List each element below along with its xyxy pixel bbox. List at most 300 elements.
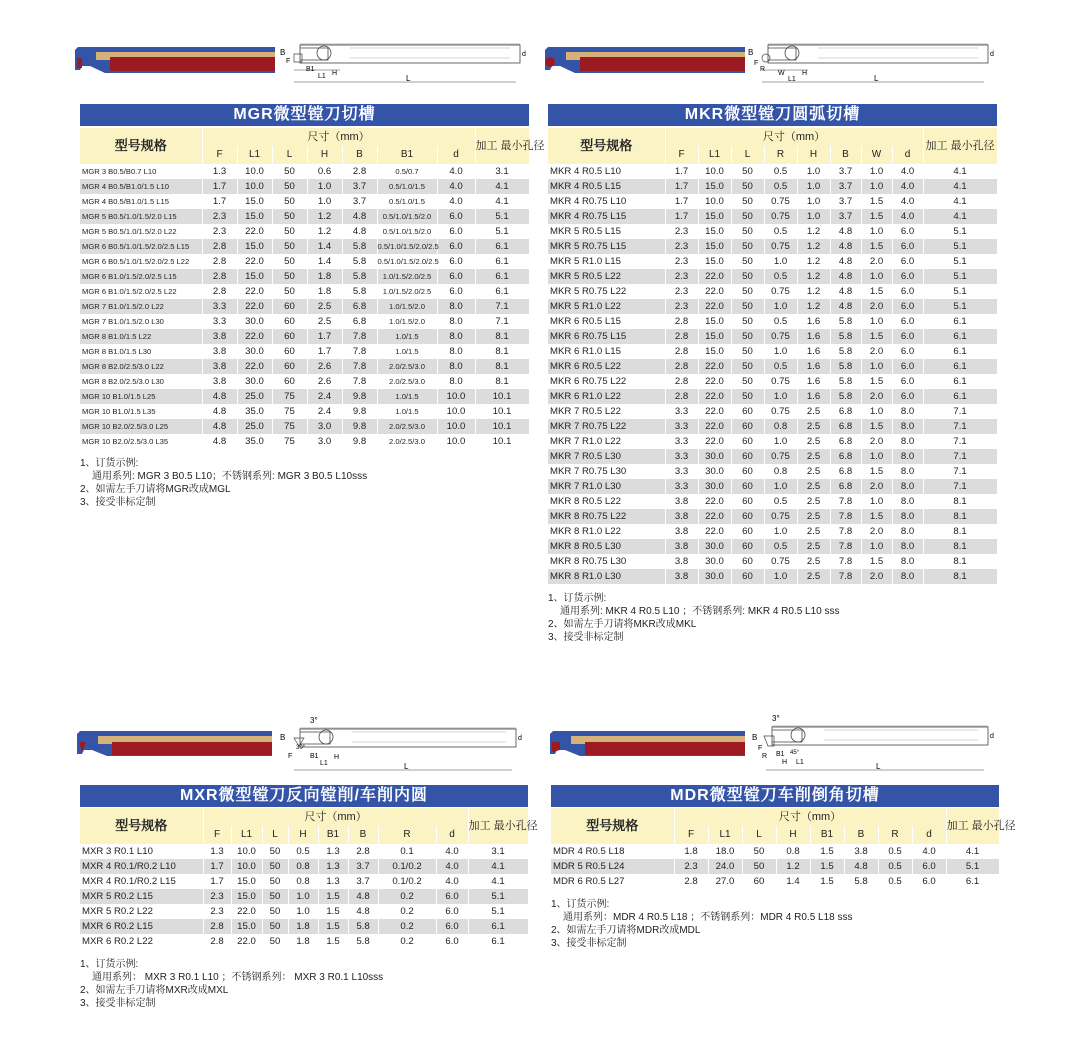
mkr-title: MKR微型镗刀圆弧切槽 <box>548 104 997 126</box>
value-cell: 2.5 <box>797 449 830 464</box>
value-cell: 8.0 <box>437 344 475 359</box>
value-cell: 7.8 <box>830 554 861 569</box>
note-line: 1、订货示例: <box>80 959 139 970</box>
table-row <box>80 329 529 344</box>
value-cell: 1.0 <box>797 209 830 224</box>
value-cell: 7.1 <box>923 404 997 419</box>
value-cell: 5.1 <box>946 859 999 874</box>
value-cell: 2.5 <box>797 509 830 524</box>
note-line: 1、订货示例: <box>551 899 610 910</box>
table-row <box>80 404 529 419</box>
min-hole-header: 加工 最小孔径 <box>923 128 997 164</box>
mdr-tool-illustration <box>545 728 750 760</box>
value-cell: 3.8 <box>665 539 698 554</box>
value-cell: 50 <box>731 164 764 179</box>
value-cell: 0.8 <box>764 464 797 479</box>
value-cell: 8.0 <box>437 374 475 389</box>
table-row <box>548 164 997 179</box>
value-cell: 2.3 <box>202 224 237 239</box>
value-cell: 1.5 <box>861 419 892 434</box>
value-cell: 25.0 <box>237 389 272 404</box>
value-cell: 2.3 <box>674 859 708 874</box>
table-row <box>548 239 997 254</box>
value-cell: 24.0 <box>708 859 742 874</box>
value-cell: 50 <box>262 859 288 874</box>
value-cell: 0.8 <box>288 874 318 889</box>
value-cell: 0.2 <box>378 919 436 934</box>
value-cell: 3.3 <box>665 449 698 464</box>
value-cell: 1.0 <box>861 224 892 239</box>
value-cell: 50 <box>742 859 776 874</box>
value-cell: 1.2 <box>797 254 830 269</box>
mxr-table <box>80 808 538 949</box>
value-cell: 15.0 <box>698 314 731 329</box>
dims-header: 尺寸（mm） <box>202 128 475 146</box>
value-cell: 6.0 <box>436 919 468 934</box>
table-row <box>548 419 997 434</box>
value-cell: 1.3 <box>318 844 348 859</box>
value-cell: 8.1 <box>475 374 529 389</box>
column-header: d <box>437 146 475 164</box>
value-cell: 6.1 <box>475 254 529 269</box>
value-cell: 50 <box>272 224 307 239</box>
column-header: R <box>878 826 912 844</box>
table-row <box>80 844 528 859</box>
value-cell: 6.1 <box>923 344 997 359</box>
value-cell: 22.0 <box>237 254 272 269</box>
value-cell: 8.1 <box>923 539 997 554</box>
note-line: 2、如需左手刀请将MKR改成MKL <box>548 619 697 630</box>
value-cell: 0.1/0.2 <box>378 874 436 889</box>
value-cell: 8.0 <box>892 539 923 554</box>
value-cell: 10.0 <box>437 419 475 434</box>
value-cell: 5.8 <box>830 329 861 344</box>
value-cell: 6.0 <box>437 239 475 254</box>
value-cell: 1.0 <box>764 344 797 359</box>
value-cell: 8.1 <box>475 329 529 344</box>
value-cell: 1.0 <box>861 494 892 509</box>
value-cell: 5.8 <box>830 314 861 329</box>
value-cell: 0.75 <box>764 194 797 209</box>
value-cell: 5.1 <box>475 224 529 239</box>
value-cell: 8.0 <box>437 329 475 344</box>
value-cell: 10.0 <box>437 404 475 419</box>
value-cell: 2.4 <box>307 404 342 419</box>
value-cell: 1.5 <box>861 554 892 569</box>
value-cell: 0.5 <box>878 874 912 889</box>
model-cell: MGR 10 B2.0/2.5/3.0 L25 <box>80 419 202 434</box>
value-cell: 1.8 <box>307 269 342 284</box>
value-cell: 1.0 <box>861 269 892 284</box>
value-cell: 1.7 <box>202 179 237 194</box>
value-cell: 0.5 <box>878 859 912 874</box>
value-cell: 30.0 <box>237 344 272 359</box>
model-cell: MKR 8 R1.0 L22 <box>548 524 665 539</box>
dims-header: 尺寸（mm） <box>665 128 923 146</box>
value-cell: 1.2 <box>797 284 830 299</box>
value-cell: 4.1 <box>475 179 529 194</box>
value-cell: 15.0 <box>698 329 731 344</box>
value-cell: 6.1 <box>468 919 528 934</box>
value-cell: 1.0 <box>797 194 830 209</box>
model-cell: MKR 4 R0.5 L10 <box>548 164 665 179</box>
value-cell: 60 <box>272 329 307 344</box>
value-cell: 3.3 <box>665 404 698 419</box>
value-cell: 15.0 <box>231 889 262 904</box>
column-header: L1 <box>237 146 272 164</box>
note-line: 3、接受非标定制 <box>548 632 624 643</box>
label-f: F <box>286 58 291 65</box>
value-cell: 4.0 <box>437 164 475 179</box>
column-header: d <box>892 146 923 164</box>
model-cell: MXR 4 R0.1/R0.2 L10 <box>80 859 203 874</box>
value-cell: 4.8 <box>830 239 861 254</box>
label-b: B <box>752 733 758 742</box>
value-cell: 1.5 <box>318 904 348 919</box>
value-cell: 8.0 <box>892 494 923 509</box>
value-cell: 2.8 <box>665 329 698 344</box>
mkr-table <box>548 128 998 584</box>
mgr-table <box>80 128 545 449</box>
value-cell: 1.0 <box>764 479 797 494</box>
value-cell: 1.2 <box>797 299 830 314</box>
value-cell: 50 <box>272 194 307 209</box>
column-header: H <box>307 146 342 164</box>
value-cell: 15.0 <box>698 239 731 254</box>
value-cell: 1.7 <box>665 194 698 209</box>
label-r: R <box>762 753 768 760</box>
value-cell: 15.0 <box>698 224 731 239</box>
table-row <box>548 179 997 194</box>
value-cell: 1.6 <box>797 344 830 359</box>
model-cell: MKR 8 R0.75 L30 <box>548 554 665 569</box>
value-cell: 0.5 <box>764 179 797 194</box>
value-cell: 1.5 <box>861 284 892 299</box>
table-row <box>548 374 997 389</box>
value-cell: 2.0/2.5/3.0 <box>377 419 437 434</box>
value-cell: 1.8 <box>288 919 318 934</box>
value-cell: 10.0 <box>437 434 475 449</box>
value-cell: 8.0 <box>892 524 923 539</box>
value-cell: 1.0 <box>307 194 342 209</box>
model-cell: MKR 7 R0.75 L30 <box>548 464 665 479</box>
value-cell: 5.8 <box>830 359 861 374</box>
value-cell: 2.0/2.5/3.0 <box>377 374 437 389</box>
column-header: B1 <box>318 826 348 844</box>
value-cell: 0.8 <box>776 844 810 859</box>
value-cell: 50 <box>262 874 288 889</box>
column-header: B1 <box>810 826 844 844</box>
value-cell: 2.5 <box>797 539 830 554</box>
value-cell: 50 <box>731 254 764 269</box>
mkr-notes <box>548 592 840 644</box>
label-l: L <box>404 762 409 771</box>
value-cell: 22.0 <box>698 494 731 509</box>
value-cell: 2.3 <box>665 224 698 239</box>
table-row <box>548 494 997 509</box>
value-cell: 10.0 <box>231 844 262 859</box>
value-cell: 75 <box>272 404 307 419</box>
value-cell: 0.8 <box>288 859 318 874</box>
label-l1: L1 <box>320 760 328 767</box>
value-cell: 1.2 <box>307 209 342 224</box>
value-cell: 2.8 <box>665 359 698 374</box>
value-cell: 4.1 <box>468 859 528 874</box>
value-cell: 60 <box>731 434 764 449</box>
value-cell: 3.3 <box>665 479 698 494</box>
value-cell: 4.0 <box>437 179 475 194</box>
value-cell: 8.0 <box>437 299 475 314</box>
value-cell: 22.0 <box>698 524 731 539</box>
label-h: H <box>334 754 340 761</box>
value-cell: 2.3 <box>203 904 231 919</box>
value-cell: 4.8 <box>342 209 377 224</box>
min-hole-header: 加工 最小孔径 <box>946 808 999 844</box>
value-cell: 60 <box>272 359 307 374</box>
value-cell: 50 <box>272 239 307 254</box>
table-row <box>548 269 997 284</box>
value-cell: 22.0 <box>237 299 272 314</box>
value-cell: 6.1 <box>923 359 997 374</box>
model-cell: MGR 6 B0.5/1.0/1.5/2.0/2.5 L15 <box>80 239 202 254</box>
value-cell: 60 <box>731 509 764 524</box>
value-cell: 50 <box>731 269 764 284</box>
value-cell: 50 <box>731 284 764 299</box>
value-cell: 0.5 <box>764 164 797 179</box>
value-cell: 2.5 <box>307 314 342 329</box>
value-cell: 3.8 <box>665 569 698 584</box>
value-cell: 7.1 <box>923 419 997 434</box>
model-cell: MXR 4 R0.1/R0.2 L15 <box>80 874 203 889</box>
table-row <box>80 934 528 949</box>
value-cell: 22.0 <box>698 509 731 524</box>
value-cell: 1.2 <box>307 224 342 239</box>
mdr-title: MDR微型镗刀车削倒角切槽 <box>551 785 999 807</box>
value-cell: 3.3 <box>665 419 698 434</box>
model-cell: MKR 7 R0.75 L22 <box>548 419 665 434</box>
column-header: R <box>378 826 436 844</box>
value-cell: 50 <box>262 904 288 919</box>
mxr-dimension-diagram <box>280 714 525 776</box>
value-cell: 6.1 <box>946 874 999 889</box>
value-cell: 50 <box>731 209 764 224</box>
model-cell: MGR 8 B1.0/1.5 L30 <box>80 344 202 359</box>
value-cell: 6.0 <box>892 314 923 329</box>
value-cell: 4.1 <box>923 194 997 209</box>
value-cell: 60 <box>731 464 764 479</box>
label-h: H <box>802 70 808 77</box>
value-cell: 6.1 <box>475 284 529 299</box>
value-cell: 4.0 <box>436 874 468 889</box>
value-cell: 2.8 <box>665 344 698 359</box>
value-cell: 50 <box>262 934 288 949</box>
model-cell: MKR 6 R0.75 L22 <box>548 374 665 389</box>
value-cell: 30.0 <box>698 464 731 479</box>
label-w: W <box>778 70 785 77</box>
note-line: 通用系列: MKR 4 R0.5 L10 ；不锈钢系列: MKR 4 R0.5 L10 sss <box>560 606 840 617</box>
value-cell: 1.0 <box>764 524 797 539</box>
value-cell: 60 <box>731 494 764 509</box>
value-cell: 22.0 <box>698 374 731 389</box>
value-cell: 6.8 <box>342 299 377 314</box>
value-cell: 10.0 <box>437 389 475 404</box>
value-cell: 1.0 <box>861 539 892 554</box>
value-cell: 6.1 <box>923 314 997 329</box>
value-cell: 0.1/0.2 <box>378 859 436 874</box>
value-cell: 3.3 <box>202 299 237 314</box>
table-row <box>80 889 528 904</box>
label-f: F <box>288 753 293 760</box>
label-b1: B1 <box>310 753 319 760</box>
model-header: 型号规格 <box>80 808 203 844</box>
mgr-tool-illustration <box>70 40 280 80</box>
value-cell: 1.7 <box>307 344 342 359</box>
value-cell: 2.8 <box>348 844 378 859</box>
table-row <box>551 874 999 889</box>
value-cell: 3.3 <box>202 314 237 329</box>
column-header: B <box>830 146 861 164</box>
value-cell: 4.1 <box>923 209 997 224</box>
value-cell: 1.0 <box>307 179 342 194</box>
label-b: B <box>280 48 286 57</box>
column-header: R <box>764 146 797 164</box>
value-cell: 10.0 <box>237 179 272 194</box>
value-cell: 0.75 <box>764 509 797 524</box>
mgr-dimension-diagram <box>280 38 530 88</box>
model-cell: MGR 7 B1.0/1.5/2.0 L22 <box>80 299 202 314</box>
value-cell: 22.0 <box>231 934 262 949</box>
table-row <box>80 434 529 449</box>
value-cell: 35.0 <box>237 404 272 419</box>
value-cell: 8.0 <box>892 419 923 434</box>
label-angle-45: 45° <box>790 750 800 756</box>
value-cell: 50 <box>731 239 764 254</box>
value-cell: 8.0 <box>437 314 475 329</box>
label-h: H <box>782 759 788 766</box>
value-cell: 4.8 <box>830 269 861 284</box>
value-cell: 1.0 <box>797 164 830 179</box>
value-cell: 7.8 <box>830 569 861 584</box>
column-header: F <box>203 826 231 844</box>
label-d: d <box>522 51 526 58</box>
table-row <box>548 554 997 569</box>
value-cell: 4.8 <box>202 389 237 404</box>
value-cell: 3.8 <box>202 374 237 389</box>
value-cell: 2.5 <box>797 569 830 584</box>
table-row <box>80 269 529 284</box>
value-cell: 1.0 <box>861 449 892 464</box>
value-cell: 25.0 <box>237 419 272 434</box>
value-cell: 1.5 <box>318 919 348 934</box>
model-cell: MKR 5 R0.5 L15 <box>548 224 665 239</box>
value-cell: 3.1 <box>475 164 529 179</box>
value-cell: 0.2 <box>378 934 436 949</box>
value-cell: 4.0 <box>892 209 923 224</box>
table-row <box>80 254 529 269</box>
value-cell: 1.6 <box>797 374 830 389</box>
table-row <box>548 329 997 344</box>
value-cell: 3.8 <box>202 344 237 359</box>
table-row <box>548 449 997 464</box>
value-cell: 50 <box>262 889 288 904</box>
value-cell: 0.75 <box>764 329 797 344</box>
value-cell: 5.1 <box>468 889 528 904</box>
value-cell: 15.0 <box>698 344 731 359</box>
value-cell: 1.7 <box>203 874 231 889</box>
table-row <box>548 524 997 539</box>
value-cell: 2.0 <box>861 254 892 269</box>
value-cell: 4.1 <box>923 164 997 179</box>
value-cell: 22.0 <box>237 329 272 344</box>
value-cell: 22.0 <box>231 904 262 919</box>
value-cell: 2.4 <box>307 389 342 404</box>
value-cell: 1.0/1.5/2.0/2.5 <box>377 269 437 284</box>
mkr-dimension-diagram <box>748 38 998 88</box>
dims-header: 尺寸（mm） <box>203 808 468 826</box>
value-cell: 4.8 <box>202 404 237 419</box>
value-cell: 75 <box>272 389 307 404</box>
value-cell: 0.5/0.7 <box>377 164 437 179</box>
note-line: 1、订货示例: <box>80 458 139 469</box>
value-cell: 22.0 <box>237 284 272 299</box>
value-cell: 7.8 <box>342 344 377 359</box>
value-cell: 4.8 <box>342 224 377 239</box>
value-cell: 0.5/1.0/1.5 <box>377 179 437 194</box>
value-cell: 0.75 <box>764 374 797 389</box>
label-angle-3: 3° <box>772 714 780 723</box>
mxr-title: MXR微型镗刀反向镗削/车削内圆 <box>80 785 528 807</box>
value-cell: 9.8 <box>342 404 377 419</box>
value-cell: 22.0 <box>698 389 731 404</box>
value-cell: 6.0 <box>437 269 475 284</box>
model-cell: MXR 6 R0.2 L15 <box>80 919 203 934</box>
value-cell: 2.3 <box>665 254 698 269</box>
column-header: F <box>665 146 698 164</box>
value-cell: 0.5 <box>764 224 797 239</box>
value-cell: 6.0 <box>892 284 923 299</box>
value-cell: 6.8 <box>342 314 377 329</box>
value-cell: 2.5 <box>797 464 830 479</box>
value-cell: 22.0 <box>237 224 272 239</box>
value-cell: 50 <box>731 359 764 374</box>
model-cell: MXR 6 R0.2 L22 <box>80 934 203 949</box>
value-cell: 1.3 <box>203 844 231 859</box>
table-row <box>80 344 529 359</box>
value-cell: 22.0 <box>698 434 731 449</box>
label-angle-30: 30° <box>296 745 306 751</box>
value-cell: 8.1 <box>923 554 997 569</box>
value-cell: 0.5 <box>764 314 797 329</box>
model-cell: MGR 6 B1.0/1.5/2.0/2.5 L15 <box>80 269 202 284</box>
label-l: L <box>874 74 879 83</box>
column-header: H <box>288 826 318 844</box>
value-cell: 6.0 <box>437 284 475 299</box>
value-cell: 5.1 <box>468 904 528 919</box>
label-l1: L1 <box>796 759 804 766</box>
value-cell: 3.8 <box>665 509 698 524</box>
note-line: 3、接受非标定制 <box>80 998 156 1009</box>
value-cell: 0.75 <box>764 449 797 464</box>
note-line: 2、如需左手刀请将MXR改成MXL <box>80 985 229 996</box>
value-cell: 1.3 <box>202 164 237 179</box>
column-header: B <box>844 826 878 844</box>
value-cell: 60 <box>731 524 764 539</box>
table-row <box>548 209 997 224</box>
value-cell: 4.0 <box>436 859 468 874</box>
value-cell: 10.0 <box>237 164 272 179</box>
value-cell: 2.0/2.5/3.0 <box>377 434 437 449</box>
dims-header: 尺寸（mm） <box>674 808 946 826</box>
